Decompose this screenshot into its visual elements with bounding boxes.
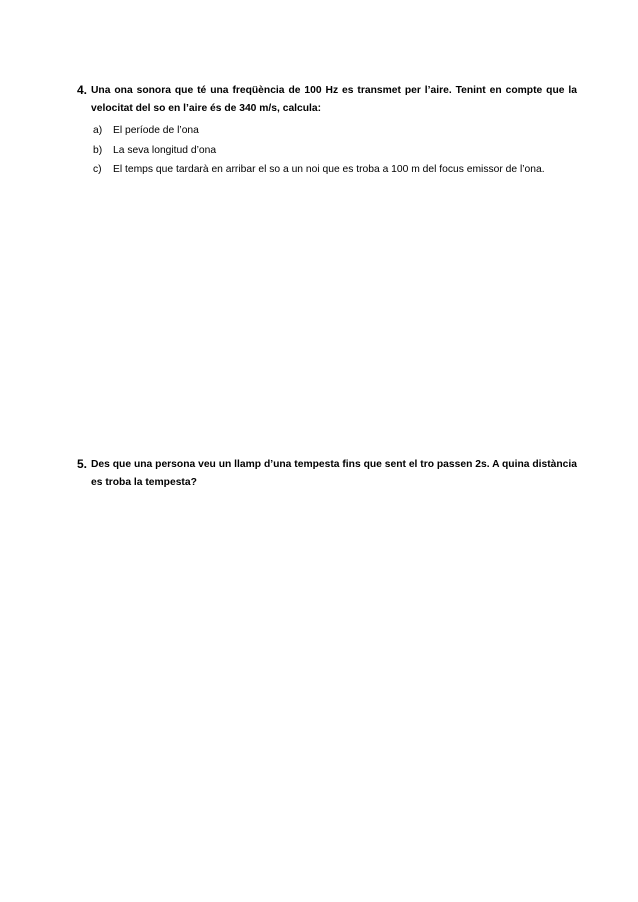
question-4-subitems	[93, 121, 577, 180]
subitem-a-text: El període de l’ona	[113, 125, 199, 136]
question-4-statement	[77, 82, 577, 118]
subitem-b-letter: b)	[93, 144, 103, 156]
question-5-text: Des que una persona veu un llamp d’una tempesta fins que sent el tro passen 2s. A quina distància es troba la tempesta?	[91, 459, 577, 488]
subitem-c-letter: c)	[93, 164, 102, 175]
subitem-b-text: La seva longitud d’ona	[113, 144, 217, 156]
question-4-text: Una ona sonora que té una freqüència de 100 Hz es transmet per l’aire. Tenint en compte que la velocitat del so en l’aire és de 340 m/s, calcula:	[91, 85, 577, 114]
question-4	[77, 82, 577, 180]
subitem-a-letter: a)	[93, 125, 103, 136]
question-5-statement	[77, 456, 577, 492]
subitem-c-text: El temps que tardarà en arribar el so a un noi que es troba a 100 m del focus emissor de l’ona.	[113, 164, 545, 175]
question-4-number: 4.	[77, 83, 88, 97]
subitem-a	[93, 121, 577, 141]
question-5-number: 5.	[77, 457, 88, 471]
subitem-b	[93, 141, 577, 161]
subitem-c	[93, 160, 577, 180]
question-5	[77, 456, 577, 492]
